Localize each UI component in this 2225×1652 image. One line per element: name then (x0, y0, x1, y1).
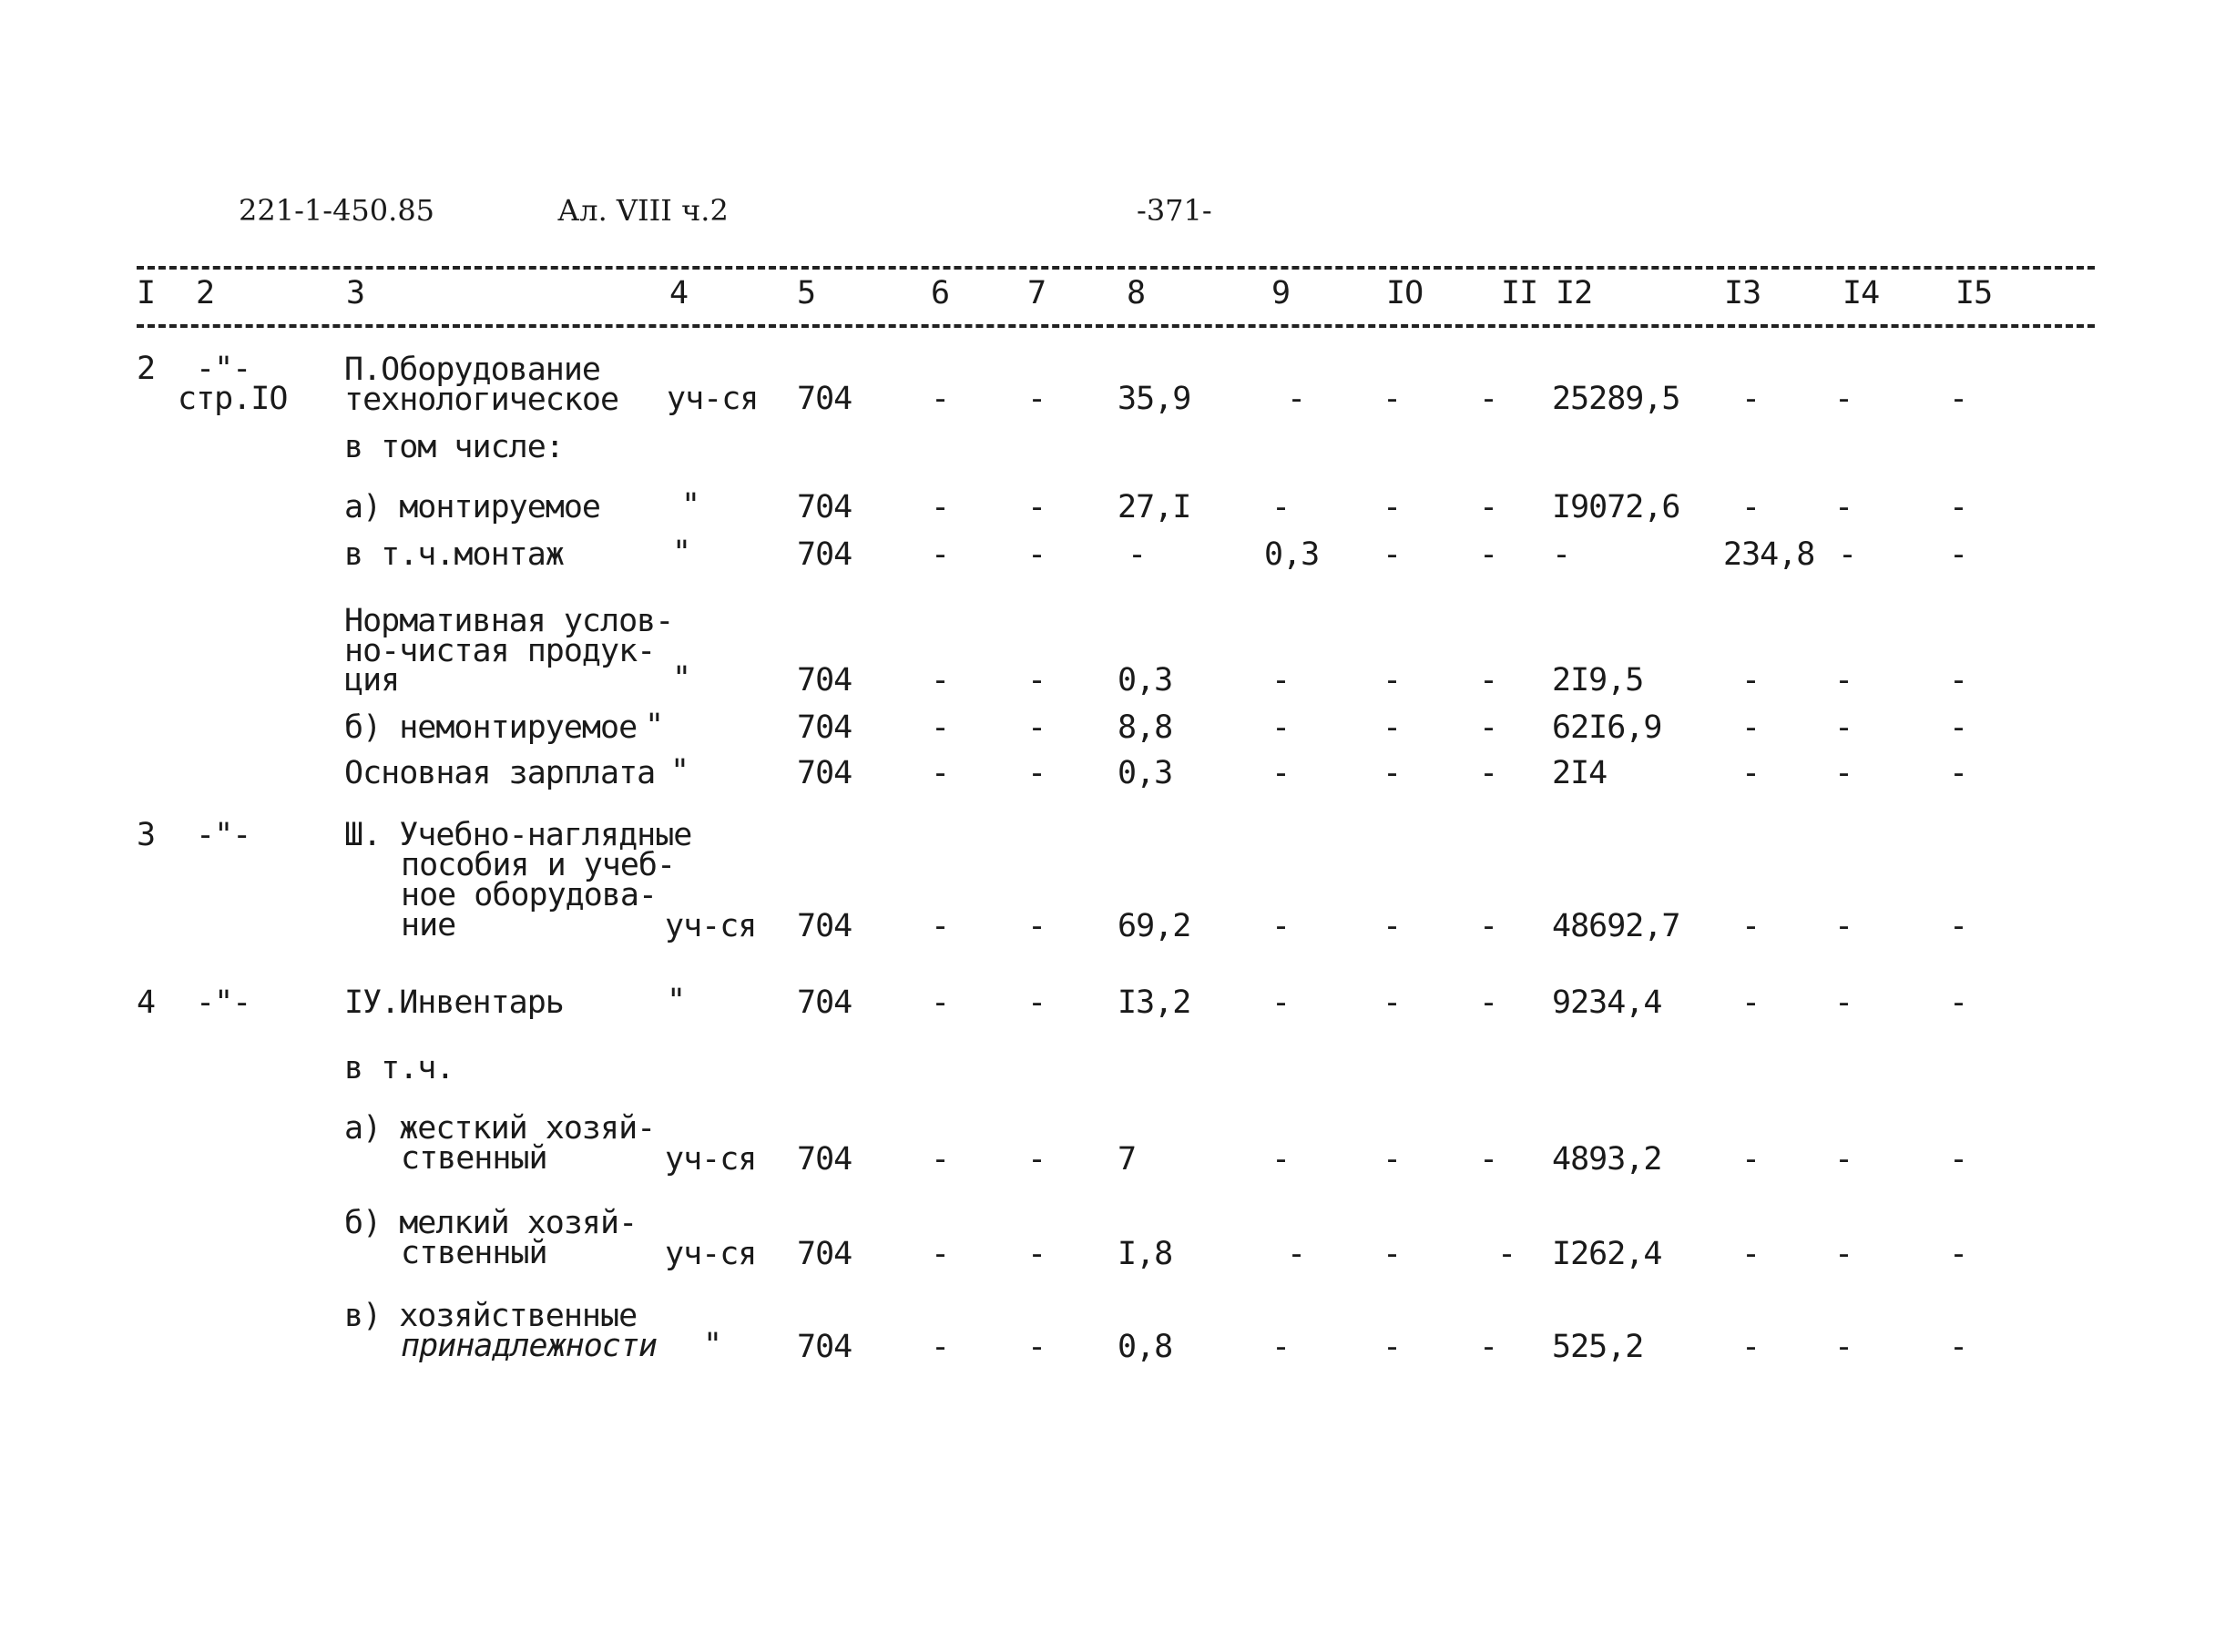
table-cell: - (1834, 755, 1853, 791)
table-cell: - (1287, 381, 1306, 417)
table-cell: - (1741, 489, 1761, 525)
table-cell: - (1383, 536, 1402, 573)
table-cell: ное оборудова- (401, 877, 658, 913)
table-cell: 35,9 (1118, 381, 1191, 417)
table-cell: - (1834, 489, 1853, 525)
table-cell: уч-ся (665, 1236, 757, 1272)
table-cell: - (1479, 1329, 1498, 1365)
table-cell: - (931, 1236, 950, 1272)
table-cell: - (1383, 489, 1402, 525)
table-cell: - (931, 709, 950, 746)
table-cell: - (1027, 1236, 1046, 1272)
table-cell: - (1949, 536, 1968, 573)
table-cell: стр.IO (178, 381, 288, 417)
table-cell: Нормативная услов- (344, 603, 674, 639)
table-cell: - (931, 1329, 950, 1365)
table-cell: б) мелкий хозяй- (344, 1205, 638, 1241)
table-cell: -"- (196, 984, 251, 1021)
table-cell: - (1479, 662, 1498, 699)
page-number: -371- (1137, 193, 1212, 228)
table-cell: " (667, 983, 686, 1019)
table-cell: б) немонтируемое (344, 709, 638, 746)
table-cell: " (681, 487, 700, 524)
column-number: 2 (196, 275, 215, 311)
table-cell: - (1949, 984, 1968, 1021)
table-cell: - (1479, 755, 1498, 791)
table-cell: Ш. Учебно-наглядные (344, 817, 692, 853)
table-cell: - (931, 984, 950, 1021)
table-cell: - (931, 755, 950, 791)
table-cell: а) жесткий хозяй- (344, 1110, 656, 1147)
table-cell: - (1741, 1141, 1761, 1178)
table-cell: - (1497, 1236, 1516, 1272)
album-reference: Ал. VIII ч.2 (557, 193, 729, 228)
table-cell: уч-ся (665, 1141, 757, 1178)
table-cell: принадлежности (401, 1328, 658, 1364)
table-cell: - (1741, 1236, 1761, 1272)
table-cell: пособия и учеб- (401, 847, 676, 883)
table-cell: - (1383, 662, 1402, 699)
table-cell: 0,3 (1118, 755, 1173, 791)
table-cell: 9234,4 (1552, 984, 1662, 1021)
table-cell: 69,2 (1118, 908, 1191, 944)
table-cell: - (1479, 908, 1498, 944)
table-cell: - (1027, 489, 1046, 525)
column-number: 5 (797, 275, 816, 311)
table-cell: " (703, 1327, 722, 1363)
table-cell: I262,4 (1552, 1236, 1662, 1272)
table-cell: - (1838, 536, 1857, 573)
table-cell: " (645, 708, 664, 744)
table-cell: 7 (1118, 1141, 1137, 1178)
table-cell: - (1027, 709, 1046, 746)
table-cell: - (1741, 755, 1761, 791)
table-cell: - (1741, 908, 1761, 944)
table-cell: уч-ся (665, 908, 757, 944)
table-cell: - (1834, 662, 1853, 699)
table-cell: - (1949, 1236, 1968, 1272)
table-cell: 525,2 (1552, 1329, 1644, 1365)
table-cell: 234,8 (1723, 536, 1815, 573)
table-cell: - (931, 489, 950, 525)
table-cell: " (672, 660, 691, 697)
table-cell: 8,8 (1118, 709, 1173, 746)
column-number: I (137, 275, 156, 311)
table-cell: - (1027, 1141, 1046, 1178)
table-cell: 704 (797, 1141, 852, 1178)
table-cell: -"- (196, 351, 251, 387)
table-cell: в) хозяйственные (344, 1298, 638, 1334)
table-cell: - (931, 662, 950, 699)
table-cell: 48692,7 (1552, 908, 1680, 944)
table-cell: - (1027, 381, 1046, 417)
table-cell: а) монтируемое (344, 489, 601, 525)
table-cell: в том числе: (344, 429, 564, 465)
table-cell: но-чистая продук- (344, 633, 656, 669)
table-cell: - (1383, 1329, 1402, 1365)
table-cell: - (1479, 984, 1498, 1021)
table-cell: Основная зарплата (344, 755, 656, 791)
table-cell: технологическое (344, 382, 619, 418)
table-cell: - (1027, 984, 1046, 1021)
table-cell: 704 (797, 536, 852, 573)
table-cell: - (1834, 381, 1853, 417)
table-cell: - (931, 908, 950, 944)
table-cell: в т.ч.монтаж (344, 536, 564, 573)
table-cell: 0,8 (1118, 1329, 1173, 1365)
table-cell: 25289,5 (1552, 381, 1680, 417)
column-number: I2 (1556, 275, 1593, 311)
table-cell: ние (401, 907, 456, 943)
table-cell: - (1949, 662, 1968, 699)
table-cell: 2I9,5 (1552, 662, 1644, 699)
table-cell: 704 (797, 489, 852, 525)
table-cell: - (1949, 381, 1968, 417)
table-cell: -"- (196, 817, 251, 853)
table-cell: 704 (797, 984, 852, 1021)
table-cell: - (1949, 1329, 1968, 1365)
table-cell: - (1271, 1329, 1291, 1365)
column-number: 8 (1127, 275, 1146, 311)
table-cell: - (1383, 381, 1402, 417)
table-cell: - (1271, 489, 1291, 525)
table-cell: - (1027, 908, 1046, 944)
table-cell: - (1271, 662, 1291, 699)
column-number: 9 (1271, 275, 1291, 311)
table-cell: - (1741, 381, 1761, 417)
header-rule-bottom (137, 324, 2095, 328)
table-cell: 704 (797, 1236, 852, 1272)
table-cell: - (1383, 1236, 1402, 1272)
table-cell: - (931, 381, 950, 417)
table-cell: - (1552, 536, 1571, 573)
table-cell: - (1949, 709, 1968, 746)
table-cell: - (1271, 984, 1291, 1021)
table-cell: 704 (797, 662, 852, 699)
table-cell: - (931, 1141, 950, 1178)
table-cell: - (1479, 489, 1498, 525)
table-cell: П.Оборудование (344, 352, 601, 388)
table-cell: - (1271, 1141, 1291, 1178)
table-cell: - (1271, 908, 1291, 944)
table-cell: - (1128, 536, 1147, 573)
table-cell: - (1834, 1236, 1853, 1272)
table-cell: - (1479, 709, 1498, 746)
table-cell: - (1287, 1236, 1306, 1272)
table-cell: - (931, 536, 950, 573)
table-cell: - (1479, 381, 1498, 417)
table-cell: ция (344, 662, 400, 699)
table-cell: ственный (401, 1140, 547, 1177)
table-cell: - (1834, 1141, 1853, 1178)
table-cell: 2I4 (1552, 755, 1608, 791)
table-cell: I,8 (1118, 1236, 1173, 1272)
table-cell: 27,I (1118, 489, 1191, 525)
table-cell: - (1741, 1329, 1761, 1365)
table-cell: IУ.Инвентарь (344, 984, 564, 1021)
table-cell: I9072,6 (1552, 489, 1680, 525)
table-cell: - (1834, 984, 1853, 1021)
table-cell: - (1741, 662, 1761, 699)
table-cell: 0,3 (1118, 662, 1173, 699)
table-cell: ственный (401, 1235, 547, 1271)
table-cell: уч-ся (667, 381, 759, 417)
table-cell: I3,2 (1118, 984, 1191, 1021)
table-cell: - (1834, 1329, 1853, 1365)
table-cell: " (670, 753, 689, 790)
table-cell: - (1949, 755, 1968, 791)
column-number: IO (1386, 275, 1424, 311)
column-number: I4 (1842, 275, 1880, 311)
table-cell: в т.ч. (344, 1050, 454, 1086)
table-cell: " (672, 535, 691, 571)
table-cell: 704 (797, 709, 852, 746)
column-number: 7 (1027, 275, 1046, 311)
table-cell: 0,3 (1264, 536, 1320, 573)
column-number: 6 (931, 275, 950, 311)
table-cell: - (1741, 984, 1761, 1021)
table-cell: - (1479, 1141, 1498, 1178)
table-cell: - (1027, 536, 1046, 573)
table-cell: - (1383, 984, 1402, 1021)
table-cell: - (1949, 489, 1968, 525)
table-cell: - (1383, 709, 1402, 746)
table-cell: - (1383, 908, 1402, 944)
table-cell: - (1383, 1141, 1402, 1178)
table-cell: - (1027, 755, 1046, 791)
table-cell: - (1479, 536, 1498, 573)
column-number: 3 (346, 275, 365, 311)
table-cell: 704 (797, 755, 852, 791)
table-cell: - (1949, 1141, 1968, 1178)
table-cell: 4 (137, 984, 156, 1021)
table-cell: - (1271, 755, 1291, 791)
table-cell: 704 (797, 1329, 852, 1365)
table-cell: 62I6,9 (1552, 709, 1662, 746)
document-number: 221-1-450.85 (239, 193, 435, 228)
table-cell: - (1027, 1329, 1046, 1365)
table-cell: - (1834, 709, 1853, 746)
table-cell: - (1271, 709, 1291, 746)
column-number: II (1501, 275, 1538, 311)
table-cell: 704 (797, 908, 852, 944)
table-cell: - (1741, 709, 1761, 746)
table-cell: - (1383, 755, 1402, 791)
table-cell: 4893,2 (1552, 1141, 1662, 1178)
column-number: 4 (669, 275, 689, 311)
column-number: I5 (1955, 275, 1993, 311)
table-cell: 3 (137, 817, 156, 853)
table-cell: 704 (797, 381, 852, 417)
table-cell: 2 (137, 351, 156, 387)
column-number: I3 (1724, 275, 1761, 311)
table-cell: - (1027, 662, 1046, 699)
table-cell: - (1834, 908, 1853, 944)
table-cell: - (1949, 908, 1968, 944)
header-rule-top (137, 266, 2095, 270)
